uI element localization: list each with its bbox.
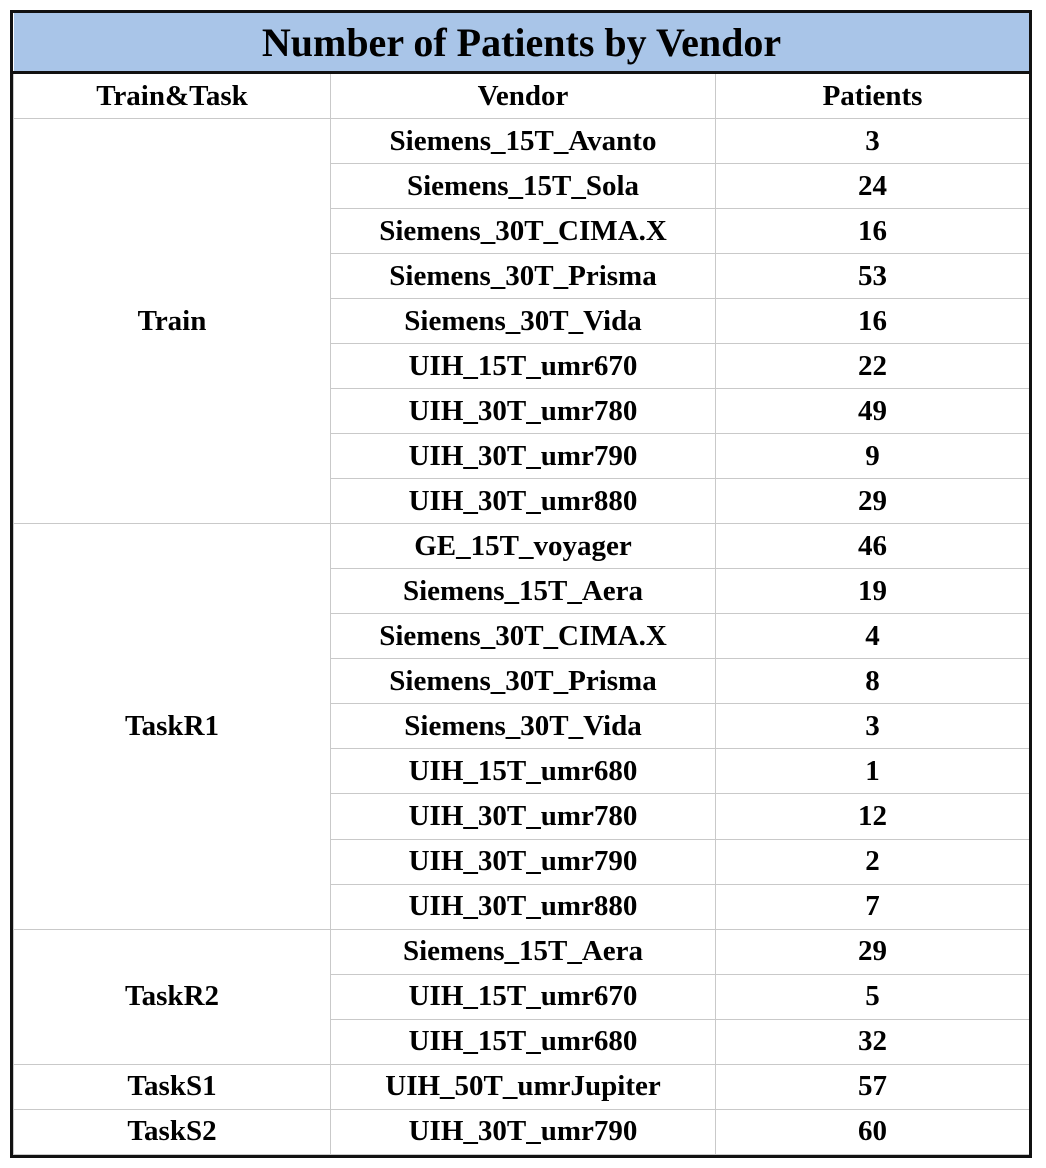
title-row xyxy=(14,13,1030,73)
patients-cell: 29 xyxy=(716,479,1030,524)
patients-cell: 60 xyxy=(716,1109,1030,1154)
vendor-cell: UIH_50T_umrJupiter xyxy=(331,1064,716,1109)
table-title: Number of Patients by Vendor xyxy=(14,13,1030,73)
patients-cell: 1 xyxy=(716,749,1030,794)
vendor-cell: UIH_30T_umr790 xyxy=(331,434,716,479)
group-cell: Train xyxy=(14,119,331,524)
patients-cell: 49 xyxy=(716,389,1030,434)
patients-cell: 3 xyxy=(716,119,1030,164)
vendor-cell: UIH_30T_umr780 xyxy=(331,794,716,839)
vendor-cell: Siemens_15T_Aera xyxy=(331,569,716,614)
patients-cell: 19 xyxy=(716,569,1030,614)
vendor-cell: Siemens_30T_Vida xyxy=(331,299,716,344)
vendor-cell: Siemens_15T_Avanto xyxy=(331,119,716,164)
column-header-patients: Patients xyxy=(716,73,1030,119)
patients-cell: 29 xyxy=(716,929,1030,974)
vendor-cell: UIH_30T_umr790 xyxy=(331,1109,716,1154)
vendor-cell: UIH_15T_umr670 xyxy=(331,974,716,1019)
table-row xyxy=(14,929,1030,974)
vendor-cell: UIH_30T_umr880 xyxy=(331,884,716,929)
vendor-cell: GE_15T_voyager xyxy=(331,524,716,569)
group-cell: TaskS2 xyxy=(14,1109,331,1154)
vendor-cell: Siemens_30T_Prisma xyxy=(331,659,716,704)
patients-cell: 5 xyxy=(716,974,1030,1019)
patients-cell: 53 xyxy=(716,254,1030,299)
table-row xyxy=(14,1064,1030,1109)
table-body xyxy=(14,119,1030,1155)
table-row xyxy=(14,119,1030,164)
column-header-vendor: Vendor xyxy=(331,73,716,119)
patients-cell: 8 xyxy=(716,659,1030,704)
patients-cell: 24 xyxy=(716,164,1030,209)
table-row xyxy=(14,524,1030,569)
patients-cell: 46 xyxy=(716,524,1030,569)
patients-cell: 9 xyxy=(716,434,1030,479)
patients-cell: 12 xyxy=(716,794,1030,839)
patients-cell: 3 xyxy=(716,704,1030,749)
vendor-cell: Siemens_30T_Prisma xyxy=(331,254,716,299)
vendor-cell: Siemens_30T_CIMA.X xyxy=(331,614,716,659)
patients-cell: 4 xyxy=(716,614,1030,659)
vendor-cell: UIH_15T_umr680 xyxy=(331,749,716,794)
vendor-cell: Siemens_30T_CIMA.X xyxy=(331,209,716,254)
patients-cell: 16 xyxy=(716,209,1030,254)
vendor-cell: UIH_30T_umr880 xyxy=(331,479,716,524)
vendor-cell: Siemens_30T_Vida xyxy=(331,704,716,749)
patients-cell: 16 xyxy=(716,299,1030,344)
table-frame xyxy=(10,10,1032,1158)
vendor-cell: Siemens_15T_Aera xyxy=(331,929,716,974)
patients-cell: 7 xyxy=(716,884,1030,929)
patients-cell: 2 xyxy=(716,839,1030,884)
patients-cell: 32 xyxy=(716,1019,1030,1064)
header-row xyxy=(14,73,1030,119)
column-header-train-task: Train&Task xyxy=(14,73,331,119)
patients-by-vendor-table xyxy=(13,13,1030,1155)
group-cell: TaskR2 xyxy=(14,929,331,1064)
vendor-cell: UIH_30T_umr780 xyxy=(331,389,716,434)
table-row xyxy=(14,1109,1030,1154)
vendor-cell: UIH_30T_umr790 xyxy=(331,839,716,884)
vendor-cell: Siemens_15T_Sola xyxy=(331,164,716,209)
patients-cell: 57 xyxy=(716,1064,1030,1109)
vendor-cell: UIH_15T_umr670 xyxy=(331,344,716,389)
vendor-cell: UIH_15T_umr680 xyxy=(331,1019,716,1064)
group-cell: TaskR1 xyxy=(14,524,331,929)
group-cell: TaskS1 xyxy=(14,1064,331,1109)
patients-cell: 22 xyxy=(716,344,1030,389)
